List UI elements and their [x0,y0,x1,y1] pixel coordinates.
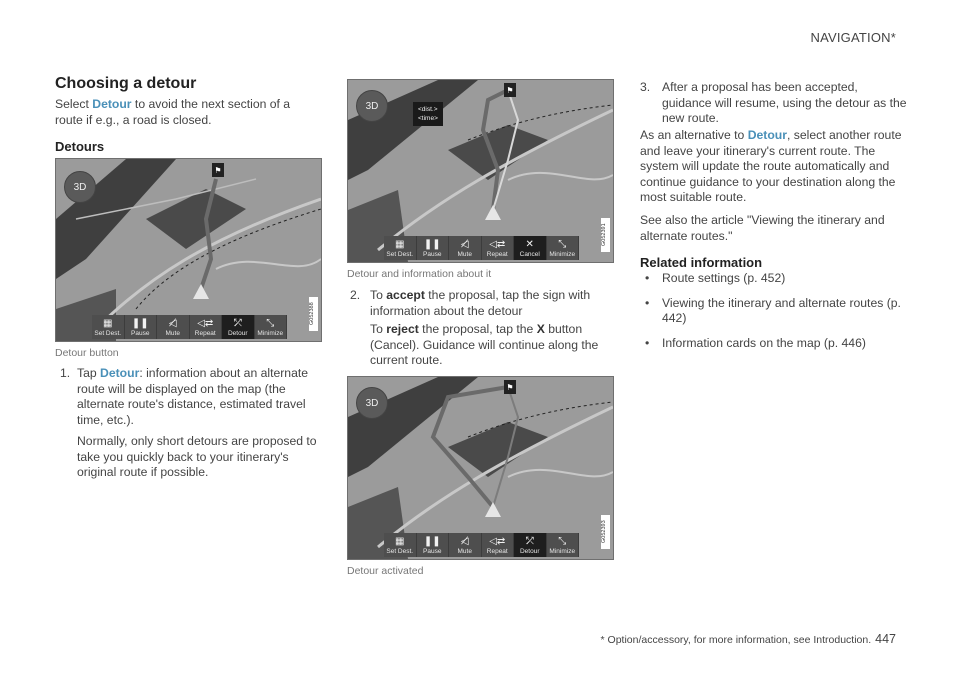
step-number: 2. [350,288,361,302]
repeat-button[interactable]: ◁⇄ Repeat [190,315,223,339]
related-link[interactable]: • Route settings (p. 452) [640,271,908,287]
destination-flag-icon: ⚑ [504,380,516,394]
page-header: NAVIGATION* [810,30,896,45]
cancel-icon: ✕ [525,239,534,250]
see-also-paragraph: See also the article "Viewing the itinerary and alternate routes." [640,213,885,243]
minimize-icon: ⤡ [266,318,275,329]
set-dest-button[interactable]: ▦ Set Dest. [92,315,125,339]
mute-icon: ◁̸ [460,536,469,547]
repeat-button[interactable]: ◁⇄ Repeat [482,236,515,260]
related-link[interactable]: • Information cards on the map (p. 446) [640,336,908,352]
image-id: G052393 [601,515,610,549]
pause-button[interactable]: ❚❚ Pause [417,236,450,260]
step-2-text: To accept the proposal, tap the sign with information about the detour [370,288,591,318]
mute-button[interactable]: ◁̸ Mute [449,236,482,260]
destination-flag-icon: ⚑ [504,83,516,97]
figure-caption: Detour activated [347,565,424,577]
minimize-icon: ⤡ [558,239,567,250]
map-figure-detour-activated [347,376,614,560]
set-dest-button[interactable]: ▦ Set Dest. [384,533,417,557]
map-toolbar [384,236,579,260]
cancel-button[interactable]: ✕ Cancel [514,236,547,260]
related-link[interactable]: • Viewing the itinerary and alternate routes (p. 442) [640,296,908,327]
repeat-icon: ◁⇄ [489,239,506,250]
step-2-reject-text: To reject the proposal, tap the X button (Cancel). Guidance will continue along the current route. [370,322,599,367]
minimize-button[interactable]: ⤡ Minimize [547,236,580,260]
image-id: G052388 [309,297,318,331]
figure-caption: Detour and information about it [347,268,492,280]
detour-link: Detour [100,366,140,380]
repeat-icon: ◁⇄ [197,318,214,329]
detour-icon: ⤱ [525,536,534,547]
detour-button[interactable]: ⤱ Detour [514,533,547,557]
detour-link: Detour [747,128,787,142]
image-id: G052391 [601,218,610,252]
destination-flag-icon: ⚑ [212,163,224,177]
related-heading: Related information [640,255,763,270]
set-dest-button[interactable]: ▦ Set Dest. [384,236,417,260]
3d-view-button[interactable]: 3D [356,387,388,419]
repeat-button[interactable]: ◁⇄ Repeat [482,533,515,557]
detours-heading: Detours [55,139,105,154]
minimize-button[interactable]: ⤡ Minimize [255,315,288,339]
intro-paragraph: Select Detour to avoid the next section of a route if e.g., a road is closed. [55,97,291,127]
flag-icon: ▦ [395,239,405,250]
pause-icon: ❚❚ [423,239,441,250]
flag-icon: ▦ [395,536,405,547]
minimize-icon: ⤡ [558,536,567,547]
3d-view-button[interactable]: 3D [64,171,96,203]
repeat-icon: ◁⇄ [489,536,506,547]
related-list [640,271,908,360]
figure-caption: Detour button [55,347,119,359]
pause-button[interactable]: ❚❚ Pause [125,315,158,339]
step-number: 3. [640,80,651,94]
mute-button[interactable]: ◁̸ Mute [157,315,190,339]
step-number: 1. [60,366,71,380]
alternative-paragraph: As an alternative to Detour, select another route and leave your itinerary's current route. The system will update the route automatically and continue guidance to your destination along the most suitable route. [640,128,902,204]
footnote: * Option/accessory, for more information, see Introduction. [600,634,872,646]
flag-icon: ▦ [103,318,113,329]
step-3-text: After a proposal has been accepted, guidance will resume, using the detour as the new route. [662,80,907,125]
step-1-note: Normally, only short detours are proposed to take you quickly back to your itinerary's original route if possible. [77,434,317,479]
detour-link: Detour [92,97,132,111]
mute-button[interactable]: ◁̸ Mute [449,533,482,557]
map-toolbar [92,315,287,339]
pause-button[interactable]: ❚❚ Pause [417,533,450,557]
detour-info-sign[interactable]: <dist.> <time> [413,102,443,126]
pause-icon: ❚❚ [423,536,441,547]
map-figure-detour-button [55,158,322,342]
pause-icon: ❚❚ [131,318,149,329]
map-toolbar [384,533,579,557]
mute-icon: ◁̸ [168,318,177,329]
3d-view-button[interactable]: 3D [356,90,388,122]
detour-button[interactable]: ⤱ Detour [222,315,255,339]
section-title: Choosing a detour [55,75,197,92]
map-figure-detour-info [347,79,614,263]
mute-icon: ◁̸ [460,239,469,250]
minimize-button[interactable]: ⤡ Minimize [547,533,580,557]
step-1-text: Tap Detour: information about an alternate route will be displayed on the map (the alternate route's distance, estimated travel time, etc.). [77,366,309,427]
page-number: 447 [875,632,896,646]
detour-icon: ⤱ [233,318,242,329]
page-footer [601,632,896,646]
